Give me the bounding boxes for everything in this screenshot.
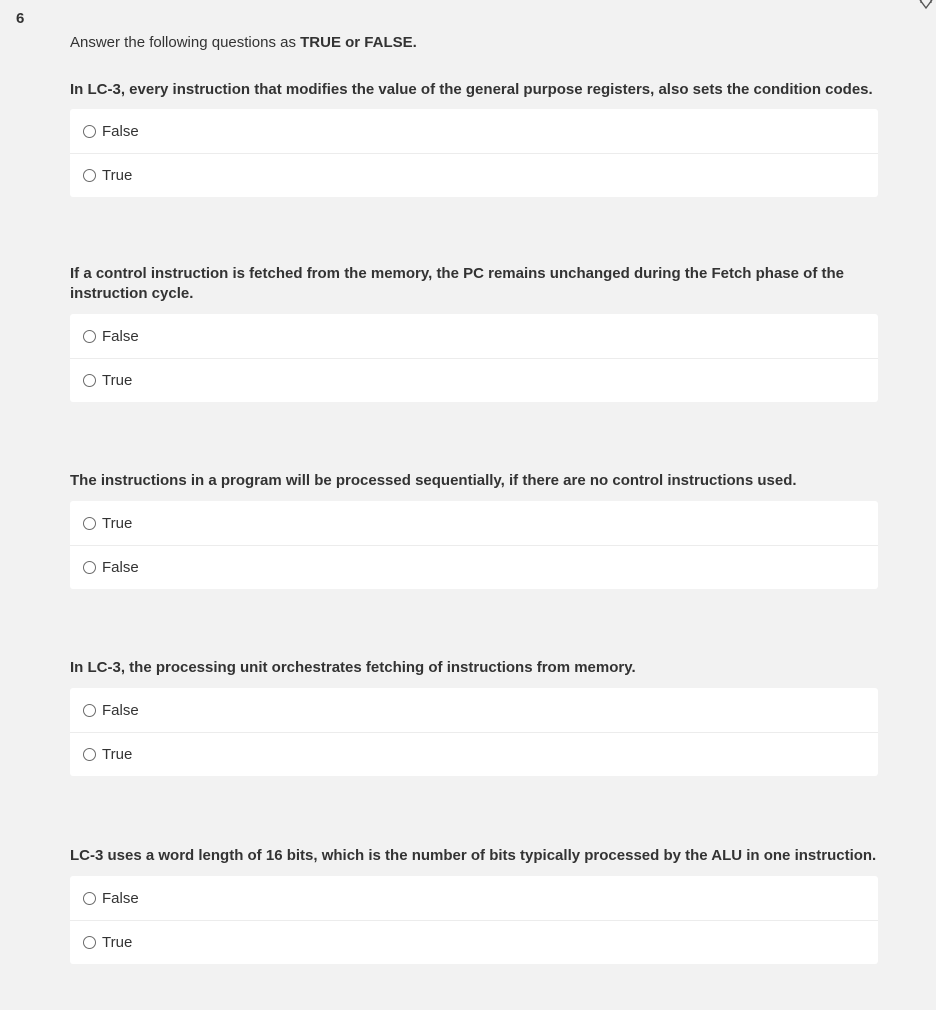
question-text: In LC-3, the processing unit orchestrates fetching of instructions from memory. — [70, 659, 636, 676]
question-text: The instructions in a program will be processed sequentially, if there are no control instructions used. — [70, 472, 797, 489]
option-false[interactable] — [70, 688, 878, 732]
option-true[interactable] — [70, 732, 878, 776]
question-text: LC-3 uses a word length of 16 bits, which is the number of bits typically processed by the ALU in one instruction. — [70, 847, 877, 864]
options-group — [70, 501, 878, 589]
collapse-icon[interactable] — [918, 0, 934, 12]
options-group — [70, 876, 878, 964]
instructions-prefix: Answer the following questions as — [70, 34, 301, 51]
radio-button[interactable] — [83, 330, 96, 343]
option-label: True — [102, 167, 133, 184]
option-label: False — [102, 559, 139, 576]
radio-button[interactable] — [83, 169, 96, 182]
instructions — [70, 34, 417, 51]
option-label: True — [102, 934, 133, 951]
radio-button[interactable] — [83, 892, 96, 905]
option-label: False — [102, 889, 139, 907]
radio-button[interactable] — [83, 561, 96, 574]
radio-button[interactable] — [83, 125, 96, 138]
option-label: False — [102, 701, 139, 719]
option-true[interactable] — [70, 153, 878, 197]
question-1 — [70, 80, 878, 197]
question-number: 6 — [16, 10, 25, 27]
options-group — [70, 688, 878, 776]
option-label: True — [102, 746, 133, 763]
option-true[interactable] — [70, 501, 878, 545]
question-3 — [70, 471, 878, 589]
option-label: False — [102, 327, 139, 345]
question-4 — [70, 658, 878, 776]
instructions-emphasis: TRUE or FALSE. — [300, 34, 417, 51]
radio-button[interactable] — [83, 748, 96, 761]
question-text: In LC-3, every instruction that modifies the value of the general purpose registers, also sets the condition codes. — [70, 81, 873, 98]
option-true[interactable] — [70, 920, 878, 964]
radio-button[interactable] — [83, 517, 96, 530]
options-group — [70, 109, 878, 197]
option-label: True — [102, 372, 133, 389]
options-group — [70, 314, 878, 402]
radio-button[interactable] — [83, 704, 96, 717]
option-false[interactable] — [70, 314, 878, 358]
radio-button[interactable] — [83, 936, 96, 949]
option-false[interactable] — [70, 876, 878, 920]
radio-button[interactable] — [83, 374, 96, 387]
option-label: False — [102, 122, 139, 140]
option-label: True — [102, 514, 133, 532]
option-false[interactable] — [70, 545, 878, 589]
question-5 — [70, 846, 878, 964]
question-2 — [70, 264, 878, 402]
option-false[interactable] — [70, 109, 878, 153]
question-text: If a control instruction is fetched from the memory, the PC remains unchanged during the Fetch phase of the instruction cycle. — [70, 265, 844, 302]
option-true[interactable] — [70, 358, 878, 402]
